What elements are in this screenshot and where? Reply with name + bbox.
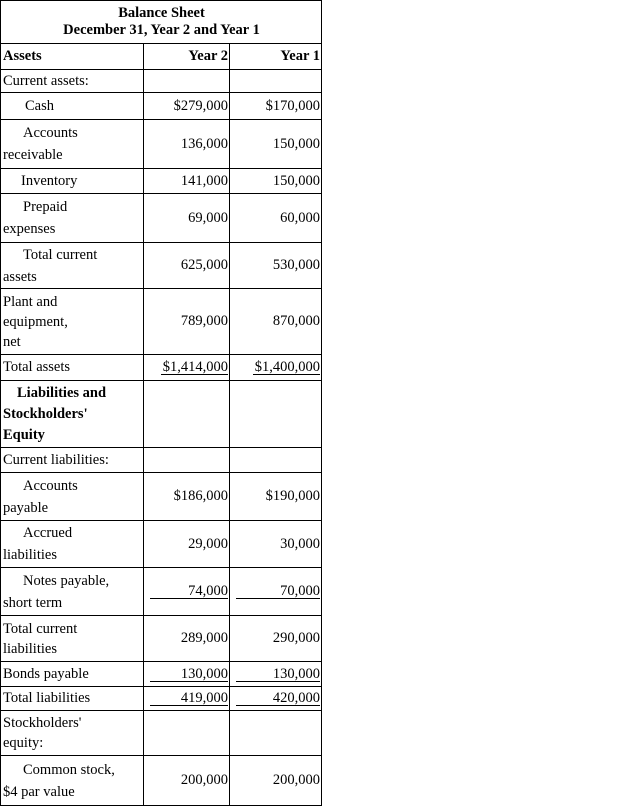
ap-year2: $186,000 — [144, 473, 230, 521]
cash-label: Cash — [1, 93, 144, 120]
inventory-year2: 141,000 — [144, 169, 230, 194]
table-row — [1, 194, 322, 243]
plant-label: Plant and equipment, net — [1, 289, 144, 355]
empty-cell — [230, 448, 322, 473]
accrued-label: Accrued liabilities — [1, 521, 144, 568]
notes-label: Notes payable, short term — [1, 568, 144, 616]
table-row — [1, 355, 322, 381]
empty-cell — [230, 711, 322, 756]
total-current-liabilities-label: Total current liabilities — [1, 616, 144, 662]
table-row — [1, 616, 322, 662]
header-year1: Year 1 — [230, 44, 322, 70]
total-current-assets-year2: 625,000 — [144, 243, 230, 289]
empty-cell — [144, 70, 230, 93]
ap-year1: $190,000 — [230, 473, 322, 521]
title-line-2: December 31, Year 2 and Year 1 — [63, 22, 260, 38]
prepaid-label: Prepaid expenses — [1, 194, 144, 243]
accrued-year1: 30,000 — [230, 521, 322, 568]
table-row — [1, 289, 322, 355]
header-assets: Assets — [1, 44, 144, 70]
total-liabilities-year2: 419,000 — [144, 687, 230, 711]
liabilities-equity-header: Liabilities and Stockholders' Equity — [1, 381, 144, 448]
total-current-assets-year1: 530,000 — [230, 243, 322, 289]
table-row — [1, 568, 322, 616]
title-row — [1, 1, 322, 44]
empty-cell — [144, 381, 230, 448]
plant-year2: 789,000 — [144, 289, 230, 355]
plant-year1: 870,000 — [230, 289, 322, 355]
prepaid-year2: 69,000 — [144, 194, 230, 243]
total-current-assets-label: Total current assets — [1, 243, 144, 289]
empty-cell — [144, 448, 230, 473]
notes-year1: 70,000 — [230, 568, 322, 616]
ar-year1: 150,000 — [230, 120, 322, 169]
table-row — [1, 662, 322, 687]
common-stock-label: Common stock, $4 par value — [1, 756, 144, 806]
table-row — [1, 93, 322, 120]
total-liabilities-label: Total liabilities — [1, 687, 144, 711]
current-assets-label: Current assets: — [1, 70, 144, 93]
table-row — [1, 120, 322, 169]
ar-label: Accounts receivable — [1, 120, 144, 169]
bonds-year1: 130,000 — [230, 662, 322, 687]
stockholders-equity-label: Stockholders' equity: — [1, 711, 144, 756]
table-row — [1, 381, 322, 448]
table-row — [1, 169, 322, 194]
empty-cell — [230, 70, 322, 93]
header-row — [1, 44, 322, 70]
notes-year2: 74,000 — [144, 568, 230, 616]
accrued-year2: 29,000 — [144, 521, 230, 568]
empty-cell — [144, 711, 230, 756]
inventory-year1: 150,000 — [230, 169, 322, 194]
table-row — [1, 448, 322, 473]
cash-year2: $279,000 — [144, 93, 230, 120]
header-year2: Year 2 — [144, 44, 230, 70]
table-row — [1, 521, 322, 568]
cash-year1: $170,000 — [230, 93, 322, 120]
current-liabilities-label: Current liabilities: — [1, 448, 144, 473]
prepaid-year1: 60,000 — [230, 194, 322, 243]
table-row — [1, 473, 322, 521]
ap-label: Accounts payable — [1, 473, 144, 521]
table-row — [1, 756, 322, 806]
total-assets-year2: $1,414,000 — [144, 355, 230, 381]
table-row — [1, 70, 322, 93]
total-liabilities-year1: 420,000 — [230, 687, 322, 711]
bonds-label: Bonds payable — [1, 662, 144, 687]
total-current-liabilities-year1: 290,000 — [230, 616, 322, 662]
common-stock-year2: 200,000 — [144, 756, 230, 806]
table-row — [1, 243, 322, 289]
total-assets-year1: $1,400,000 — [230, 355, 322, 381]
total-assets-label: Total assets — [1, 355, 144, 381]
table-row — [1, 687, 322, 711]
common-stock-year1: 200,000 — [230, 756, 322, 806]
bonds-year2: 130,000 — [144, 662, 230, 687]
table-row — [1, 711, 322, 756]
inventory-label: Inventory — [1, 169, 144, 194]
sheet-title — [1, 1, 322, 44]
ar-year2: 136,000 — [144, 120, 230, 169]
total-current-liabilities-year2: 289,000 — [144, 616, 230, 662]
title-line-1: Balance Sheet — [118, 5, 205, 21]
empty-cell — [230, 381, 322, 448]
